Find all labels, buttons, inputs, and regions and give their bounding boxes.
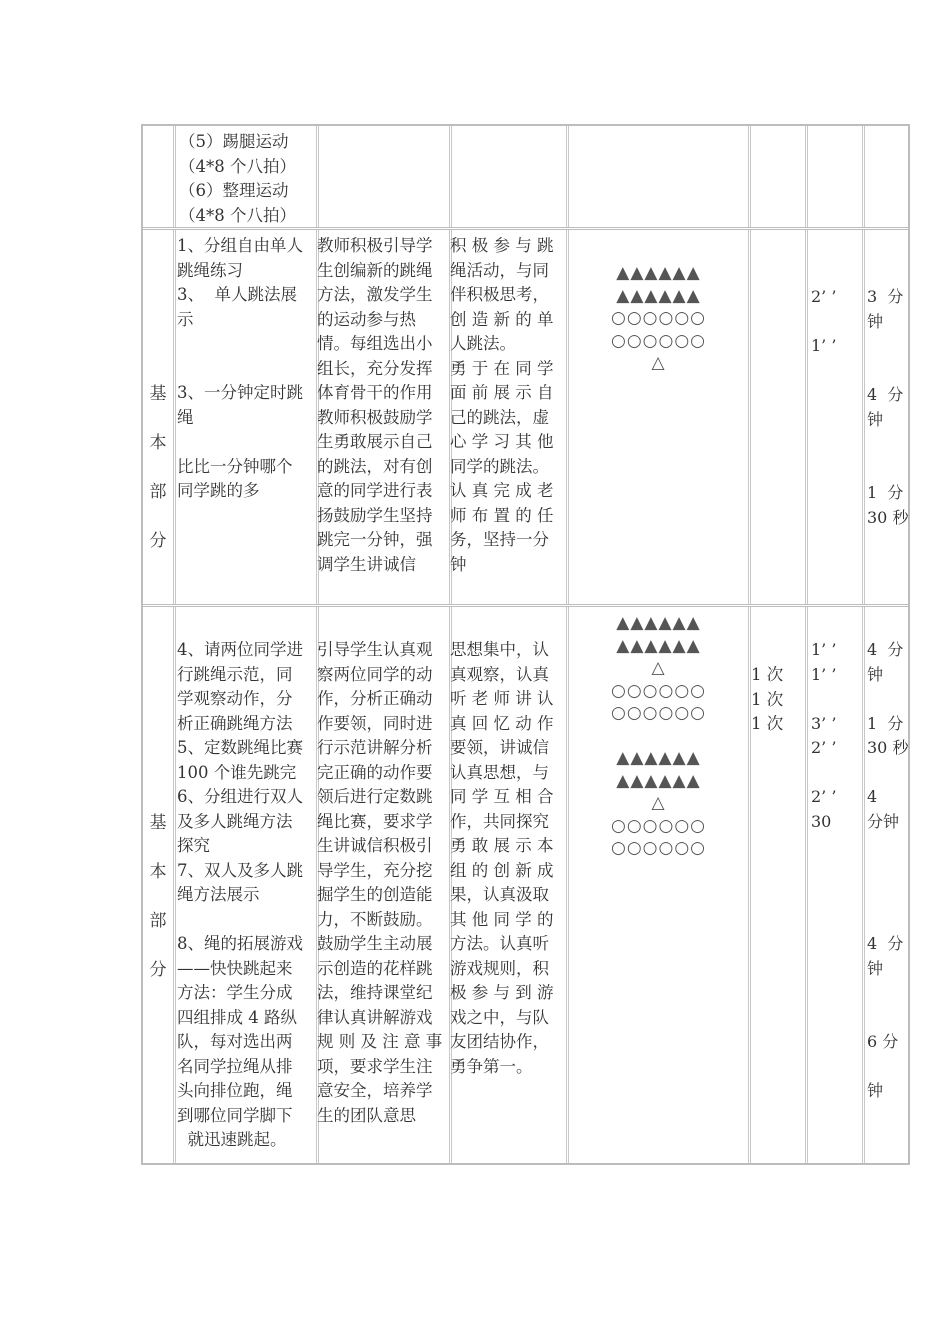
column-divider — [805, 230, 808, 604]
lesson-plan-table — [141, 124, 910, 1165]
content-cell: 1、分组自由单人 跳绳练习 3、 单人跳法展 示 3、一分钟定时跳 绳 比比一分钟哪个 同学跳的多 — [177, 236, 303, 500]
time-cell: 1’ ’ 1’ ’ 3’ ’ 2’ ’ 2’ ’ 30 — [811, 640, 837, 831]
formation-diagram: ▲▲▲▲▲▲ ▲▲▲▲▲▲ ○○○○○○ ○○○○○○ △ — [610, 263, 706, 373]
content-cell: 4、请两位同学进 行跳绳示范，同 学观察动作，分 析正确跳绳方法 5、定数跳绳比赛 100 个谁先跳完 6、分组进行双人 及多人跳绳方法 探究 7、双人及多人跳 绳方法展示 8、绳的拓展游戏 ——快快跳起来 方法：学生分成 四组排成 4 路纵 队，每对选出两 名同学拉绳从排 头向排位跑，绳 到哪位同学脚下 就迅速跳起。 — [177, 640, 303, 1149]
column-divider — [449, 126, 452, 227]
student-activity-cell: 思想集中，认 真观察，认真 听 老 师 讲 认 真 回 忆 动 作 要领，讲诚信 认真思想，与 同 学 互 相 合 作，共同探究 勇 敢 展 示 本 组 的 创 新 成 果，认真汲取 其 他 同 学 的 方法。认真听 游戏规则，积 极 参 与 到 游 戏之中，与队 友团结协作， 勇争第一。 — [450, 640, 554, 1076]
duration-cell: 4 分 钟 1 分 30 秒 4 分钟 4 分 钟 6 分 钟 — [867, 640, 909, 1100]
teacher-activity-cell: 引导学生认真观 察两位同学的动 作，分析正确动 作要领，同时进 行示范讲解分析 完正确的动作要 领后进行定数跳 绳比赛，要求学 生讲诚信积极引 导学生，充分挖 掘学生的创造能 力，不断鼓励。 鼓励学生主动展 示创造的花样跳 法，维持课堂纪 律认真讲解游戏 规 则 及 注 意 事 项，要求学生注 意安全，培养学 生的团队意思 — [317, 640, 443, 1125]
student-activity-cell: 积 极 参 与 跳 绳活动，与同 伴积极思考， 创 造 新 的 单 人跳法。 勇 于 在 同 学 面 前 展 示 自 己的跳法，虚 心 学 习 其 他 同学的跳法。 认 真 完 成 老 师 布 置 的 任 务，坚持一分 钟 — [450, 236, 554, 574]
column-divider — [748, 230, 751, 604]
column-divider — [862, 230, 865, 604]
column-divider — [805, 607, 808, 1163]
duration-cell: 3 分 钟 4 分 钟 1 分 30 秒 — [867, 287, 909, 527]
table-row — [143, 607, 908, 1163]
column-divider — [748, 126, 751, 227]
time-cell: 2’ ’ 1’ ’ — [811, 287, 837, 355]
column-divider — [862, 126, 865, 227]
column-divider — [173, 126, 176, 227]
column-divider — [316, 126, 319, 227]
table-row — [143, 126, 908, 227]
section-label: 基 本 部 分 — [149, 813, 167, 980]
table-row — [143, 230, 908, 604]
column-divider — [173, 230, 176, 604]
section-label: 基 本 部 分 — [149, 384, 167, 551]
column-divider — [566, 126, 569, 227]
count-cell: 1 次 1 次 1 次 — [751, 665, 784, 733]
column-divider — [862, 607, 865, 1163]
content-cell: （5）踢腿运动 （4*8 个八拍） （6）整理运动 （4*8 个八拍） — [179, 132, 296, 225]
formation-diagram: ▲▲▲▲▲▲ ▲▲▲▲▲▲ △ ○○○○○○ ○○○○○○ ▲▲▲▲▲▲ ▲▲▲▲▲▲ △ ○○○○○○ ○○○○○○ — [610, 613, 706, 858]
column-divider — [805, 126, 808, 227]
column-divider — [173, 607, 176, 1163]
teacher-activity-cell: 教师积极引导学 生创编新的跳绳 方法，激发学生 的运动参与热 情。每组选出小 组长，充分发挥 体育骨干的作用 教师积极鼓励学 生勇敢展示自己 的跳法，对有创 意的同学进行表 扬鼓励学生坚持 跳完一分钟，强 调学生讲诚信 — [317, 236, 433, 574]
